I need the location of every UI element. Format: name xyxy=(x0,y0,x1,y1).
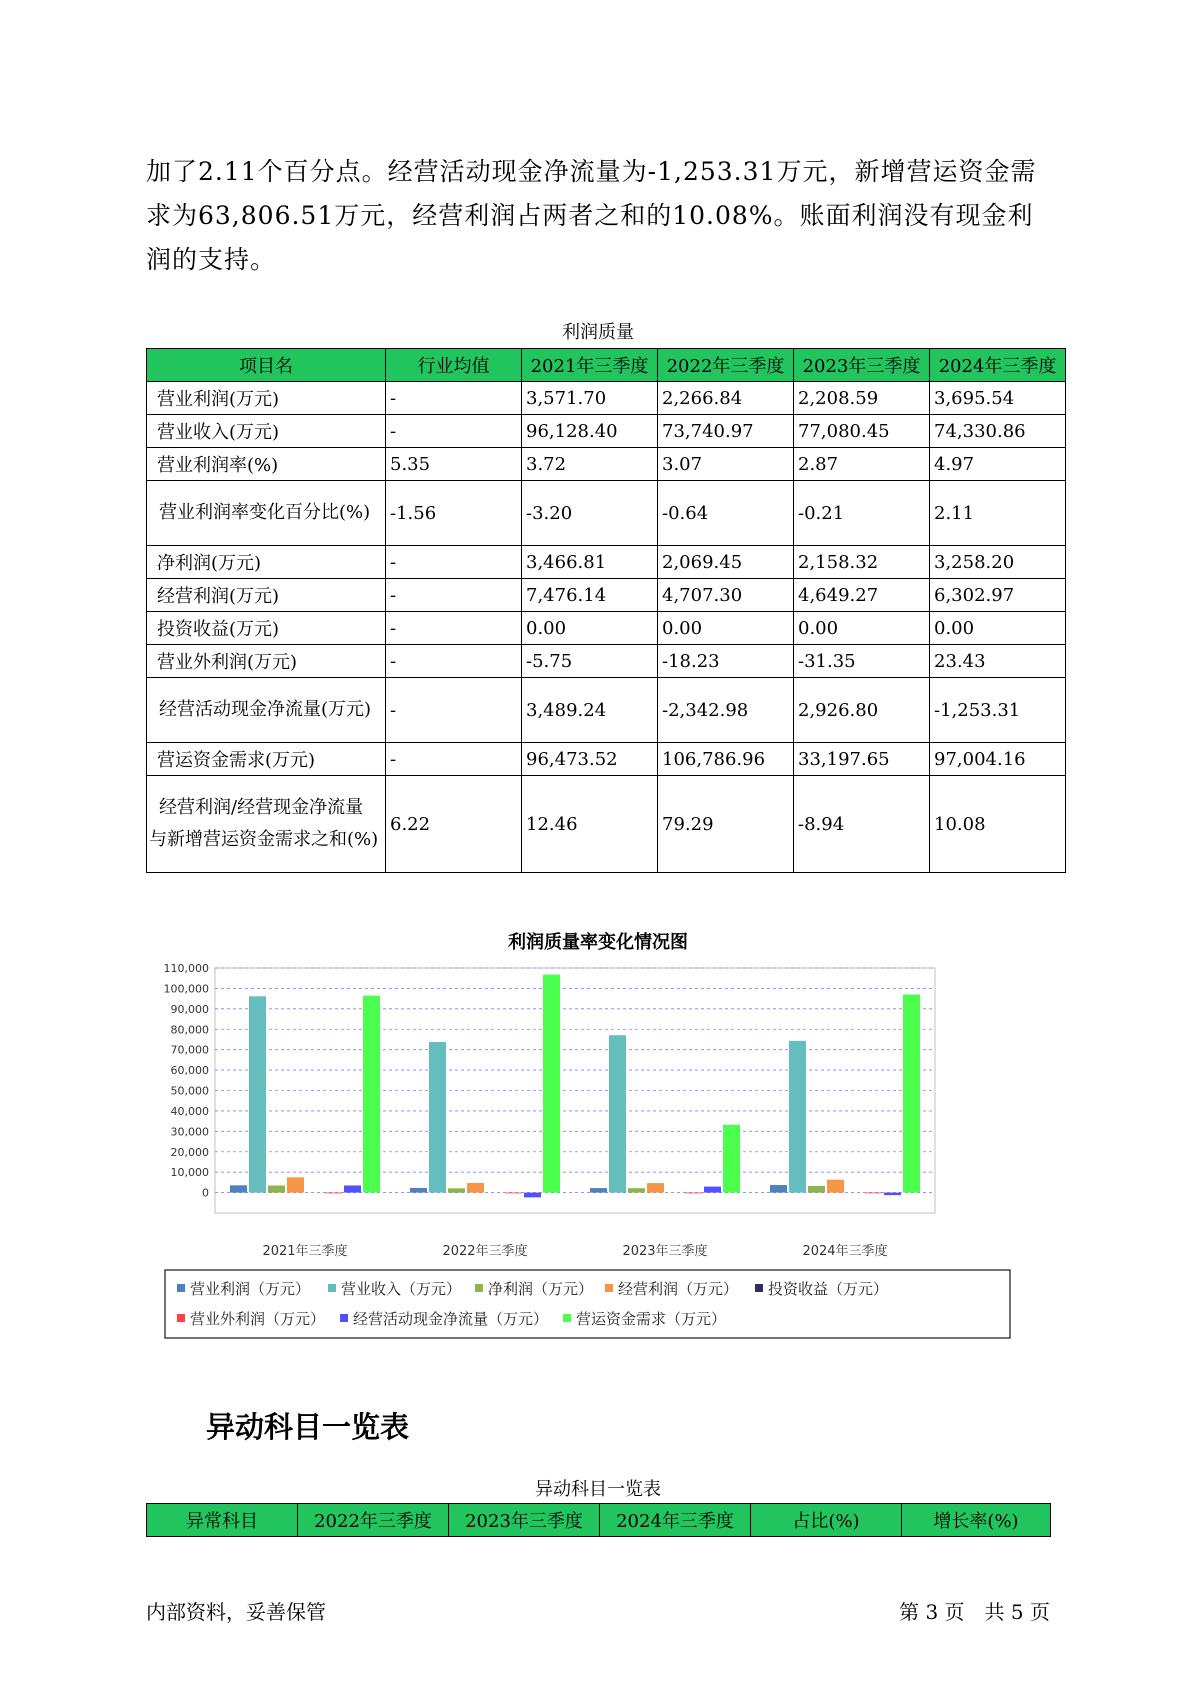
table-row xyxy=(147,481,1066,546)
table-cell: 3.72 xyxy=(522,448,658,481)
table-cell: 7,476.14 xyxy=(522,579,658,612)
bar-6-1 xyxy=(524,1193,541,1198)
table-row xyxy=(147,776,1066,873)
table-cell: 3,489.24 xyxy=(522,678,658,743)
bar-1-1 xyxy=(429,1042,446,1193)
x-tick-label: 2024年三季度 xyxy=(802,1244,888,1259)
table-row xyxy=(147,415,1066,448)
table-cell: 3.07 xyxy=(658,448,794,481)
header-cell: 项目名 xyxy=(147,349,386,382)
table-row xyxy=(147,382,1066,415)
table-cell: 0.00 xyxy=(658,612,794,645)
x-tick-label: 2021年三季度 xyxy=(262,1244,348,1259)
table-cell: 6,302.97 xyxy=(930,579,1066,612)
table-cell: - xyxy=(386,382,522,415)
table-row xyxy=(147,579,1066,612)
bar-5-2 xyxy=(685,1193,702,1194)
y-tick-label: 30,000 xyxy=(170,1125,209,1139)
bar-1-3 xyxy=(789,1041,806,1193)
profit-quality-chart xyxy=(160,960,1030,1380)
legend-label: 经营活动现金净流量（万元） xyxy=(353,1310,549,1328)
table-cell: 10.08 xyxy=(930,776,1066,873)
table-cell: 3,571.70 xyxy=(522,382,658,415)
bar-1-2 xyxy=(609,1035,626,1192)
table-header-row xyxy=(147,349,1066,382)
row-label-cell: 营业收入(万元) xyxy=(147,415,386,448)
table-cell: - xyxy=(386,546,522,579)
bar-0-2 xyxy=(590,1188,607,1193)
bar-1-0 xyxy=(249,996,266,1192)
bar-7-1 xyxy=(543,975,560,1193)
table-row xyxy=(147,612,1066,645)
legend-swatch xyxy=(755,1284,763,1292)
table-cell: -2,342.98 xyxy=(658,678,794,743)
table-cell: -8.94 xyxy=(794,776,930,873)
y-tick-label: 10,000 xyxy=(170,1166,209,1180)
row-label-cell: 营业利润(万元) xyxy=(147,382,386,415)
table-cell: 4.97 xyxy=(930,448,1066,481)
table-row xyxy=(147,546,1066,579)
legend-label: 营运资金需求（万元） xyxy=(576,1310,727,1328)
header-cell: 2023年三季度 xyxy=(794,349,930,382)
table-cell: - xyxy=(386,415,522,448)
table-cell: 2,208.59 xyxy=(794,382,930,415)
table-cell: 0.00 xyxy=(794,612,930,645)
header-cell: 2022年三季度 xyxy=(658,349,794,382)
bar-3-3 xyxy=(827,1180,844,1193)
table-cell: -5.75 xyxy=(522,645,658,678)
table-cell: 2,266.84 xyxy=(658,382,794,415)
header-cell: 占比(%) xyxy=(751,1504,902,1537)
table-cell: 4,707.30 xyxy=(658,579,794,612)
table-caption-profit-quality: 利润质量 xyxy=(562,322,634,343)
bar-0-1 xyxy=(410,1188,427,1193)
table-cell: 0.00 xyxy=(930,612,1066,645)
abnormal-items-table xyxy=(146,1503,1051,1537)
header-cell: 2024年三季度 xyxy=(600,1504,751,1537)
table-cell: 12.46 xyxy=(522,776,658,873)
table-row xyxy=(147,678,1066,743)
table-cell: - xyxy=(386,645,522,678)
table-cell: - xyxy=(386,579,522,612)
header-cell: 2021年三季度 xyxy=(522,349,658,382)
chart-title: 利润质量率变化情况图 xyxy=(508,932,688,953)
legend-label: 净利润（万元） xyxy=(488,1280,594,1298)
page-number: 第 3 页 共 5 页 xyxy=(899,1600,1050,1624)
chart-grid xyxy=(215,968,935,1213)
legend-label: 经营利润（万元） xyxy=(618,1280,739,1298)
legend-swatch xyxy=(328,1284,336,1292)
table-row xyxy=(147,743,1066,776)
bar-0-3 xyxy=(770,1185,787,1193)
table-cell: 23.43 xyxy=(930,645,1066,678)
legend-swatch xyxy=(177,1314,185,1322)
bar-5-3 xyxy=(865,1193,882,1194)
bar-7-2 xyxy=(723,1125,740,1193)
row-label-cell: 经营活动现金净流量(万元) xyxy=(147,678,386,743)
legend-swatch xyxy=(177,1284,185,1292)
legend-label: 营业外利润（万元） xyxy=(190,1310,326,1328)
row-label-cell: 营业利润率(%) xyxy=(147,448,386,481)
table-cell: 2,069.45 xyxy=(658,546,794,579)
table-cell: 3,466.81 xyxy=(522,546,658,579)
header-cell: 2024年三季度 xyxy=(930,349,1066,382)
y-tick-label: 110,000 xyxy=(163,962,209,975)
table-cell: 2,158.32 xyxy=(794,546,930,579)
row-label-cell: 营业外利润(万元) xyxy=(147,645,386,678)
table-cell: 97,004.16 xyxy=(930,743,1066,776)
table-row xyxy=(147,448,1066,481)
bar-3-2 xyxy=(647,1183,664,1192)
bar-5-0 xyxy=(325,1193,342,1194)
table-cell: 5.35 xyxy=(386,448,522,481)
table-cell: -0.21 xyxy=(794,481,930,546)
table-cell: 74,330.86 xyxy=(930,415,1066,448)
bar-6-2 xyxy=(704,1187,721,1193)
table-cell: -18.23 xyxy=(658,645,794,678)
table-cell: 6.22 xyxy=(386,776,522,873)
table-cell: -31.35 xyxy=(794,645,930,678)
header-cell: 2022年三季度 xyxy=(298,1504,449,1537)
body-paragraph: 加了2.11个百分点。经营活动现金净流量为-1,253.31万元，新增营运资金需求为63,806.51万元，经营利润占两者之和的10.08%。账面利润没有现金利润的支持。 xyxy=(146,157,1037,274)
bar-6-0 xyxy=(344,1185,361,1192)
table-cell: 2.87 xyxy=(794,448,930,481)
table-header-row xyxy=(147,1504,1051,1537)
y-tick-label: 70,000 xyxy=(170,1043,209,1057)
table-caption-abnormal: 异动科目一览表 xyxy=(535,1479,661,1500)
row-label-cell: 营运资金需求(万元) xyxy=(147,743,386,776)
section-heading: 异动科目一览表 xyxy=(206,1410,410,1444)
bar-3-1 xyxy=(467,1183,484,1193)
table-cell: 79.29 xyxy=(658,776,794,873)
legend-label: 营业利润（万元） xyxy=(190,1280,311,1298)
bar-3-0 xyxy=(287,1177,304,1192)
row-label-cell: 经营利润(万元) xyxy=(147,579,386,612)
chart-legend xyxy=(165,1270,1010,1338)
table-cell: 2.11 xyxy=(930,481,1066,546)
bar-2-0 xyxy=(268,1186,285,1193)
y-tick-label: 80,000 xyxy=(170,1023,209,1037)
row-label-cell: 净利润(万元) xyxy=(147,546,386,579)
bar-2-1 xyxy=(448,1188,465,1192)
table-cell: -1.56 xyxy=(386,481,522,546)
y-tick-label: 90,000 xyxy=(170,1002,209,1016)
table-cell: -0.64 xyxy=(658,481,794,546)
legend-swatch xyxy=(563,1314,571,1322)
table-cell: 2,926.80 xyxy=(794,678,930,743)
row-label-cell: 经营利润/经营现金净流量与新增营运资金需求之和(%) xyxy=(147,776,386,873)
header-cell: 增长率(%) xyxy=(902,1504,1051,1537)
row-label-cell: 投资收益(万元) xyxy=(147,612,386,645)
table-cell: 96,128.40 xyxy=(522,415,658,448)
legend-label: 营业收入（万元） xyxy=(341,1280,462,1298)
table-cell: 3,258.20 xyxy=(930,546,1066,579)
table-cell: 4,649.27 xyxy=(794,579,930,612)
y-tick-label: 100,000 xyxy=(163,982,209,996)
header-cell: 行业均值 xyxy=(386,349,522,382)
bar-2-3 xyxy=(808,1186,825,1193)
bar-7-3 xyxy=(903,995,920,1193)
y-tick-label: 40,000 xyxy=(170,1104,209,1118)
bar-0-0 xyxy=(230,1185,247,1192)
bar-7-0 xyxy=(363,996,380,1193)
bar-5-1 xyxy=(505,1193,522,1194)
table-cell: 0.00 xyxy=(522,612,658,645)
x-tick-label: 2023年三季度 xyxy=(622,1244,708,1259)
table-cell: - xyxy=(386,612,522,645)
legend-swatch xyxy=(340,1314,348,1322)
header-cell: 2023年三季度 xyxy=(449,1504,600,1537)
table-cell: 96,473.52 xyxy=(522,743,658,776)
bar-6-3 xyxy=(884,1193,901,1196)
table-cell: - xyxy=(386,678,522,743)
profit-quality-table xyxy=(146,348,1066,873)
bar-2-2 xyxy=(628,1188,645,1192)
header-cell: 异常科目 xyxy=(147,1504,298,1537)
y-tick-label: 20,000 xyxy=(170,1145,209,1159)
row-label-cell: 营业利润率变化百分比(%) xyxy=(147,481,386,546)
table-cell: -1,253.31 xyxy=(930,678,1066,743)
y-tick-label: 50,000 xyxy=(170,1084,209,1098)
legend-swatch xyxy=(605,1284,613,1292)
table-cell: 3,695.54 xyxy=(930,382,1066,415)
table-cell: 33,197.65 xyxy=(794,743,930,776)
y-tick-label: 0 xyxy=(202,1186,209,1200)
table-row xyxy=(147,645,1066,678)
table-cell: 77,080.45 xyxy=(794,415,930,448)
legend-label: 投资收益（万元） xyxy=(768,1280,889,1298)
table-cell: -3.20 xyxy=(522,481,658,546)
legend-swatch xyxy=(475,1284,483,1292)
y-tick-label: 60,000 xyxy=(170,1064,209,1078)
table-cell: 73,740.97 xyxy=(658,415,794,448)
table-cell: 106,786.96 xyxy=(658,743,794,776)
table-cell: - xyxy=(386,743,522,776)
footer-note: 内部资料，妥善保管 xyxy=(146,1600,326,1624)
x-tick-label: 2022年三季度 xyxy=(442,1244,528,1259)
